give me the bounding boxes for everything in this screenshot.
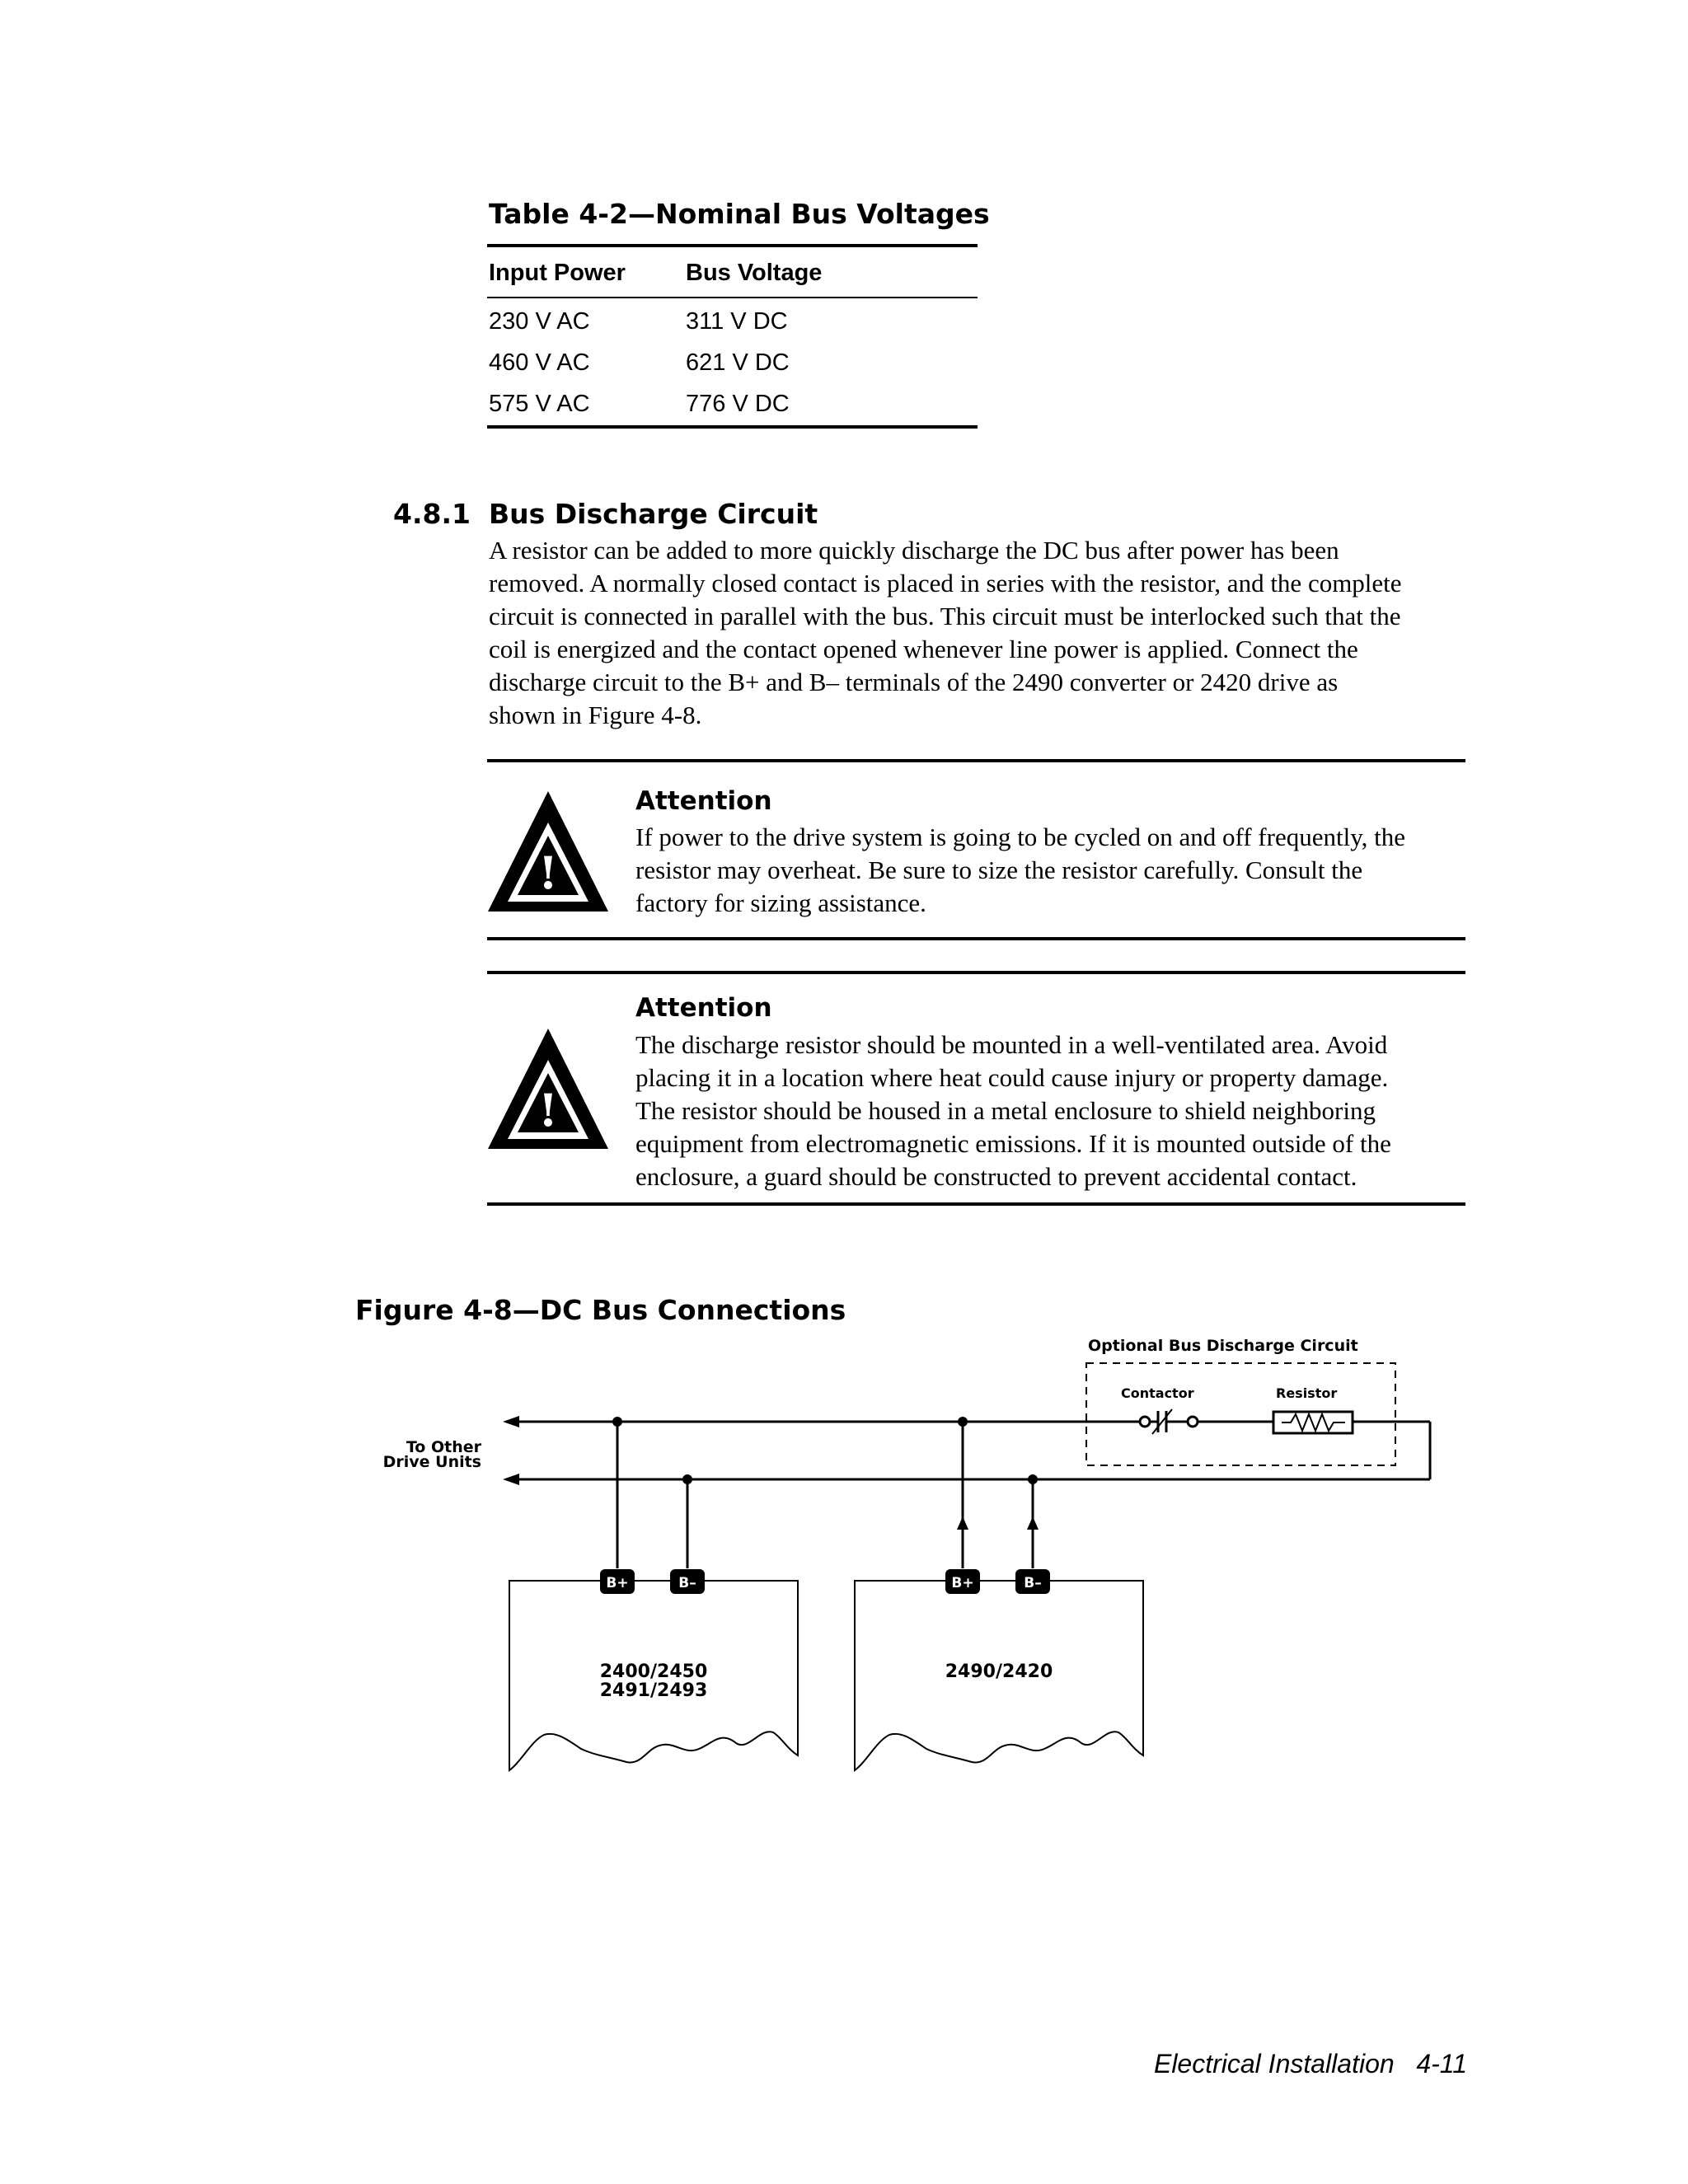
table-cell: 776 V DC xyxy=(686,391,790,417)
table-cell: 311 V DC xyxy=(686,308,788,335)
svg-text:!: ! xyxy=(538,846,558,899)
drive-units-label: Drive Units xyxy=(382,1453,481,1471)
body-line: shown in Figure 4-8. xyxy=(489,701,702,729)
attention-line: enclosure, a guard should be constructed to prevent accidental contact. xyxy=(635,1162,1357,1191)
figure-title: Figure 4-8—DC Bus Connections xyxy=(355,1294,846,1326)
body-line: circuit is connected in parallel with the bus. This circuit must be interlocked such that the xyxy=(489,602,1401,630)
attention-title: Attention xyxy=(635,786,772,816)
terminal-b-minus-label: B– xyxy=(678,1575,696,1591)
unit1-label-line1: 2400/2450 xyxy=(599,1661,708,1682)
resistor-label: Resistor xyxy=(1276,1385,1338,1401)
table-cell: 460 V AC xyxy=(489,349,590,376)
table-header-bus-voltage: Bus Voltage xyxy=(686,260,823,286)
bus-plus-arrow xyxy=(503,1416,519,1427)
table-header-input-power: Input Power xyxy=(489,260,626,286)
page-footer: Electrical Installation 4-11 xyxy=(1153,2049,1467,2079)
table-title: Table 4-2—Nominal Bus Voltages xyxy=(489,198,990,230)
body-line: A resistor can be added to more quickly discharge the DC bus after power has been xyxy=(489,536,1339,565)
resistor-symbol xyxy=(1273,1412,1353,1433)
attention-line: The discharge resistor should be mounted in a well-ventilated area. Avoid xyxy=(635,1030,1388,1059)
unit2-label: 2490/2420 xyxy=(945,1661,1053,1682)
section-title: Bus Discharge Circuit xyxy=(489,498,818,530)
body-line: discharge circuit to the B+ and B– terminals of the 2490 converter or 2420 drive as xyxy=(489,668,1339,696)
to-other-label: To Other xyxy=(406,1438,481,1456)
body-line: removed. A normally closed contact is placed in series with the resistor, and the complete xyxy=(489,569,1402,598)
up-arrow xyxy=(1027,1516,1039,1530)
unit1-label-line2: 2491/2493 xyxy=(599,1680,708,1701)
up-arrow xyxy=(957,1516,968,1530)
attention-line: equipment from electromagnetic emissions. If it is mounted outside of the xyxy=(635,1129,1391,1158)
terminal-b-minus-label: B– xyxy=(1024,1575,1042,1591)
table-cell: 575 V AC xyxy=(489,391,590,417)
table-cell: 230 V AC xyxy=(489,308,590,335)
table-cell: 621 V DC xyxy=(686,349,790,376)
body-line: coil is energized and the contact opened whenever line power is applied. Connect the xyxy=(489,635,1358,663)
attention-line: placing it in a location where heat could cause injury or property damage. xyxy=(635,1063,1389,1092)
contactor-label: Contactor xyxy=(1121,1385,1194,1401)
attention-title: Attention xyxy=(635,993,772,1023)
svg-text:!: ! xyxy=(538,1084,558,1137)
attention-line: factory for sizing assistance. xyxy=(635,888,926,917)
attention-line: The resistor should be housed in a metal enclosure to shield neighboring xyxy=(635,1096,1376,1125)
attention-line: If power to the drive system is going to be cycled on and off frequently, the xyxy=(635,823,1406,851)
terminal-b-plus-label: B+ xyxy=(606,1575,629,1591)
section-number: 4.8.1 xyxy=(393,498,471,530)
attention-line: resistor may overheat. Be sure to size the resistor carefully. Consult the xyxy=(635,855,1363,884)
optional-circuit-label: Optional Bus Discharge Circuit xyxy=(1088,1337,1358,1355)
bus-minus-arrow xyxy=(503,1474,519,1485)
terminal-b-plus-label: B+ xyxy=(951,1575,974,1591)
